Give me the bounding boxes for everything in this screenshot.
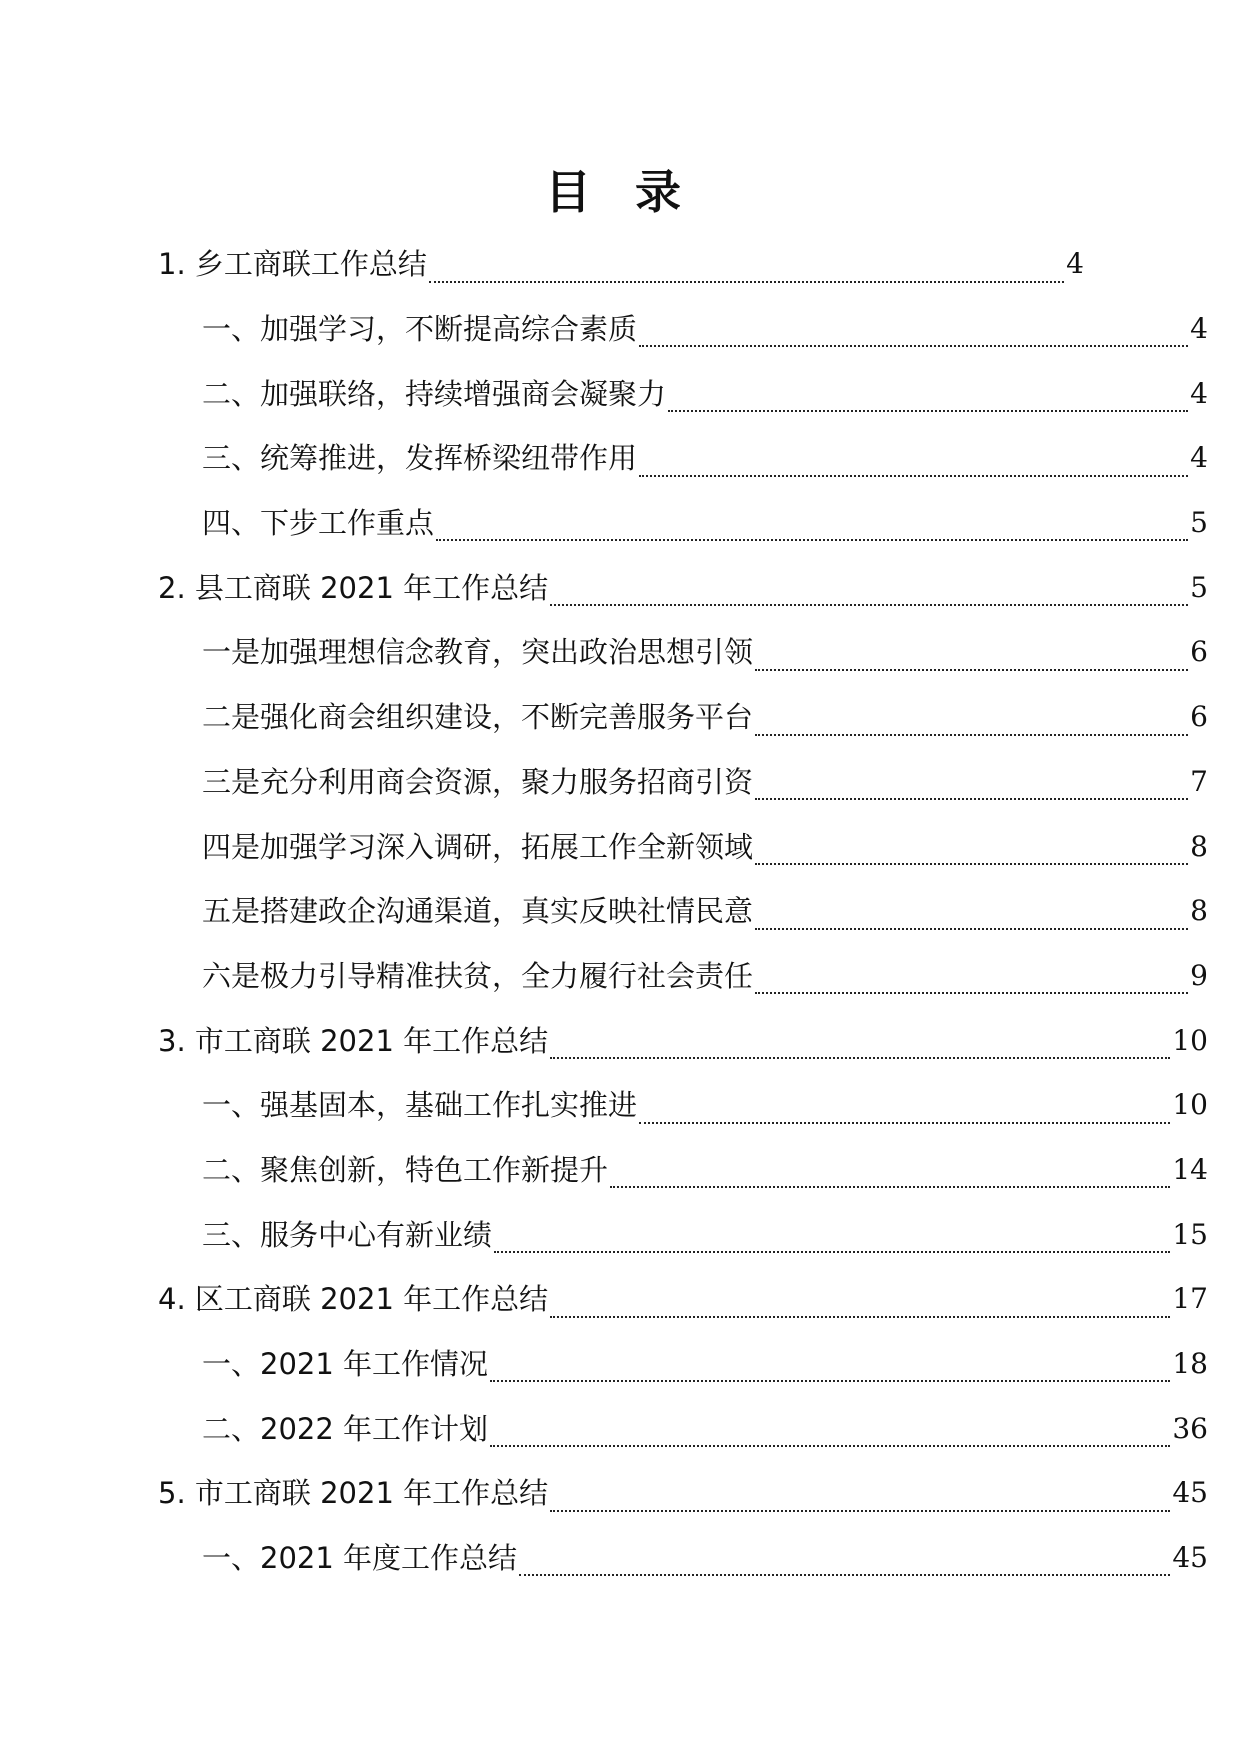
toc-entry[interactable] <box>0 361 1240 426</box>
toc-entry-page-number: 5 <box>1190 506 1208 540</box>
toc-entry-label: 三是充分利用商会资源，聚力服务招商引资 <box>202 764 754 799</box>
toc-entry-page-number: 4 <box>1190 312 1208 346</box>
dot-leader <box>436 539 1188 541</box>
toc-title: 目 录 <box>544 165 695 219</box>
toc-entry-page-number: 45 <box>1172 1476 1208 1510</box>
toc-entry-label: 一是加强理想信念教育，突出政治思想引领 <box>202 635 754 670</box>
toc-entry-page-number: 5 <box>1190 570 1208 604</box>
dot-leader <box>550 1057 1170 1059</box>
toc-entry[interactable] <box>0 232 1240 297</box>
dot-leader <box>550 604 1188 606</box>
dot-leader <box>668 410 1188 412</box>
dot-leader <box>610 1186 1170 1188</box>
dot-leader <box>755 928 1188 930</box>
toc-entry[interactable] <box>0 814 1240 879</box>
toc-entry[interactable] <box>0 1008 1240 1073</box>
toc-entry-page-number: 36 <box>1172 1411 1208 1445</box>
toc-entry[interactable] <box>0 297 1240 362</box>
toc-entry-label: 四是加强学习深入调研，拓展工作全新领域 <box>202 829 754 864</box>
toc-entry-label: 2. 县工商联 2021 年工作总结 <box>158 570 549 605</box>
toc-list <box>0 232 1240 1590</box>
toc-entry[interactable] <box>0 1461 1240 1526</box>
dot-leader <box>755 863 1188 865</box>
toc-entry[interactable] <box>0 1332 1240 1397</box>
dot-leader <box>519 1574 1170 1576</box>
toc-entry[interactable] <box>0 944 1240 1009</box>
dot-leader <box>550 1510 1170 1512</box>
toc-entry[interactable] <box>0 491 1240 556</box>
toc-entry-page-number: 18 <box>1172 1347 1208 1381</box>
dot-leader <box>755 992 1188 994</box>
toc-entry-label: 4. 区工商联 2021 年工作总结 <box>158 1282 549 1317</box>
toc-entry-label: 六是极力引导精准扶贫，全力履行社会责任 <box>202 958 754 993</box>
toc-entry-page-number: 6 <box>1190 700 1208 734</box>
toc-entry[interactable] <box>0 1202 1240 1267</box>
dot-leader <box>490 1380 1170 1382</box>
toc-entry-label: 二、2022 年工作计划 <box>202 1411 489 1446</box>
toc-entry-page-number: 4 <box>1190 376 1208 410</box>
dot-leader <box>639 345 1188 347</box>
toc-entry-label: 四、下步工作重点 <box>202 506 435 541</box>
toc-entry[interactable] <box>0 685 1240 750</box>
toc-entry-label: 三、统筹推进，发挥桥梁纽带作用 <box>202 441 638 476</box>
toc-entry-page-number: 4 <box>1190 441 1208 475</box>
toc-entry-page-number: 10 <box>1172 1088 1208 1122</box>
toc-entry-label: 二、聚焦创新，特色工作新提升 <box>202 1152 609 1187</box>
toc-entry-page-number: 7 <box>1190 764 1208 798</box>
toc-entry-label: 一、2021 年工作情况 <box>202 1347 489 1382</box>
toc-entry-page-number: 4 <box>1066 247 1084 281</box>
toc-entry-label: 二是强化商会组织建设，不断完善服务平台 <box>202 700 754 735</box>
toc-entry[interactable] <box>0 750 1240 815</box>
toc-entry[interactable] <box>0 879 1240 944</box>
toc-entry[interactable] <box>0 1267 1240 1332</box>
toc-entry[interactable] <box>0 1526 1240 1591</box>
dot-leader <box>755 798 1188 800</box>
toc-entry-page-number: 10 <box>1172 1023 1208 1057</box>
dot-leader <box>755 669 1188 671</box>
toc-entry[interactable] <box>0 1073 1240 1138</box>
toc-entry[interactable] <box>0 1138 1240 1203</box>
toc-entry-label: 一、2021 年度工作总结 <box>202 1541 518 1576</box>
toc-entry[interactable] <box>0 1396 1240 1461</box>
toc-entry-label: 三、服务中心有新业绩 <box>202 1217 493 1252</box>
toc-entry-page-number: 45 <box>1172 1541 1208 1575</box>
toc-entry[interactable] <box>0 555 1240 620</box>
dot-leader <box>494 1251 1170 1253</box>
toc-entry-label: 一、强基固本，基础工作扎实推进 <box>202 1088 638 1123</box>
dot-leader <box>639 475 1188 477</box>
toc-entry-page-number: 6 <box>1190 635 1208 669</box>
toc-entry-page-number: 15 <box>1172 1217 1208 1251</box>
toc-entry-label: 3. 市工商联 2021 年工作总结 <box>158 1023 549 1058</box>
toc-entry-label: 五是搭建政企沟通渠道，真实反映社情民意 <box>202 894 754 929</box>
dot-leader <box>429 281 1064 283</box>
dot-leader <box>490 1445 1170 1447</box>
toc-entry-page-number: 8 <box>1190 829 1208 863</box>
toc-entry-label: 二、加强联络，持续增强商会凝聚力 <box>202 376 667 411</box>
toc-entry-page-number: 14 <box>1172 1152 1208 1186</box>
toc-entry-page-number: 9 <box>1190 958 1208 992</box>
dot-leader <box>639 1122 1170 1124</box>
dot-leader <box>755 734 1188 736</box>
toc-entry-label: 5. 市工商联 2021 年工作总结 <box>158 1476 549 1511</box>
toc-entry[interactable] <box>0 426 1240 491</box>
toc-entry-page-number: 17 <box>1172 1282 1208 1316</box>
toc-entry-label: 一、加强学习，不断提高综合素质 <box>202 312 638 347</box>
toc-entry-label: 1. 乡工商联工作总结 <box>158 247 427 282</box>
toc-entry[interactable] <box>0 620 1240 685</box>
dot-leader <box>550 1316 1170 1318</box>
toc-entry-page-number: 8 <box>1190 894 1208 928</box>
